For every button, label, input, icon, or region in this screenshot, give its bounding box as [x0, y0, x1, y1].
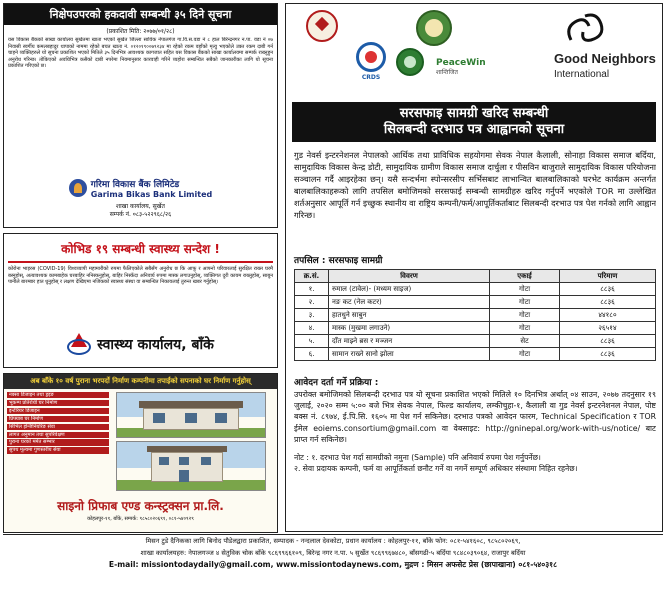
- partner-logos: [286, 4, 663, 100]
- col-header-sn: क्र.सं.: [295, 270, 329, 283]
- construction-company-address: कोहलपुर-११, बाँके, सम्पर्क: ९८५८०२०६९१, ०८१-५४०९२९: [87, 516, 194, 522]
- nepal-government-emblem-icon: [306, 10, 338, 42]
- service-item: प्रिफ्याब घर निर्माण: [7, 416, 109, 422]
- covid-notice-body: कोरोना भाइरस (COVID-19) विश्वव्यापी महामारीको रुपमा फैलिएकोले सबैसँग अनुरोध छ कि आफू र आफ्नो परिवारलाई सुरक्षित राख्न घरमै बस्नुहोस्, अत्यावश्यक कामबाहेक घरबाहिर ननिस्कनुहोस्, बाहिर निस्कँदा अनिवार्य रुपमा मास्क लगाउनुहोस्, व्यक्तिगत दुरी कायम राख्नुहोस्, साबुन पानीले बारम्बार हात धुनुहोस् र लक्षण देखिएमा नजिकको स्वास्थ्य संस्था वा सम्बन्धित निकायलाई तुरुन्त खबर गर्नुहोस्।: [8, 266, 273, 286]
- bank-notice-title: निक्षेपउपरको हकदावी सम्बन्धी ३५ दिने सूचना: [4, 4, 277, 25]
- notice-intro: गुड नेवर्स इन्टरनेशनल नेपालको आर्थिक तथा प्राविधिक सहयोगमा सेवक नेपाल कैलाली, सोनाहा विकास समाज बर्दिया, सामुदायिक विकास केन्द्र डोटी, सामुदायिक ग्रामीण विकास समाज दार्चुला र पीसविन बाजुराले सामुदायिक विकास परियोजना सञ्चालन गर्दै आइरहेका छन्। यसै सन्दर्भमा स्पोन्सरसीप सर्भिसबाट लाभान्वित बालबालिकाको घरभेट कार्यक्रम अन्तर्गत बालबालिकाहरूको लागि तपसिल बमोजिमको सरसफाई सम्बन्धी सामग्रीहरु खरिद गर्नुपर्ने भएकोले TOR मा उल्लेखित शर्तअनुसार आपूर्ति गर्न इच्छुक स्थानीय वा राष्ट्रिय कम्पनी/फर्म/आपूर्तिकर्ताबाट सिलबन्दी दरभाउ पत्र पेश गर्नको लागि आह्वान गरिन्छ।: [294, 150, 656, 220]
- procedure-title: आवेदन दर्ता गर्ने प्रक्रिया :: [294, 378, 379, 388]
- bank-logo-row: [4, 177, 277, 199]
- procurement-notice: [285, 3, 663, 532]
- service-item: सिभिल इन्जिनियरिङ सेवा: [7, 424, 109, 430]
- notice-title: सरसफाइ सामग्री खरिद सम्बन्धी सिलबन्दी दरभाउ पत्र आह्वानको सूचना: [292, 102, 656, 142]
- footer-contact-line: E-mail: missiontodaydaily@gmail.com, www.missiontodaynews.com, मुद्रण : मिसन अफसेट प्रेस (छापाखाना) ०८१-५४०३१८: [108, 560, 558, 569]
- covid-notice-title: कोभिड १९ सम्बन्धी स्वास्थ्य सन्देश !: [8, 236, 273, 263]
- crds-label: CRDS: [361, 74, 381, 81]
- construction-company-name: साइनो प्रिफाब एण्ड कन्स्ट्रक्सन प्रा.लि.: [57, 499, 224, 513]
- bank-contact: सम्पर्क नं. ०८३-५२२९६८/२६: [109, 211, 172, 218]
- service-item: लागत अनुमान तथा सुपरिवेक्षण: [7, 432, 109, 438]
- table-row: ४. मास्क (मुखमा लगाउने) गोटा २६५१४: [295, 322, 656, 335]
- note-item: २. सेवा प्रदायक कम्पनी, फर्म वा आपूर्तिकर्ता छनौट गर्ने वा नगर्ने सम्पूर्ण अधिकार संस्थामा निहित रहनेछ।: [294, 464, 578, 473]
- nepal-government-emblem-icon: [67, 333, 91, 355]
- table-row: २. नङ कट (नेल कटर) गोटा ८८३६: [295, 296, 656, 309]
- construction-services-list: [4, 389, 112, 493]
- house-photos: [112, 389, 277, 493]
- note-item: नोट : १. दरभाउ पेश गर्दा सामग्रीको नमुना (Sample) पनि अनिवार्य रुपमा पेश गर्नुपर्नेछ।: [294, 453, 541, 462]
- procedure-text: उपरोक्त बमोजिमको सिलबन्दी दरभाउ पत्र यो सूचना प्रकाशित भएको मितिले १० दिनभित्र अर्थात् ०४ साउन, २०७७ तदनुसार १९ जुलाई, २०२० सम्म ५:०० बजे भित्र सेवक नेपाल, फिल्ड कार्यालय, लम्कीचुहा-१, कैलाली वा गुड नेवर्स इन्टरनेशनल नेपाल, पोष्ट बक्स नं. ८९७४, ई.पि.सि. १६०५ मा पेश गर्न सकिनेछ। दरभाउ पत्रको आवेदन फारम, Technical Specification र TOR ईमेल eoiems.consortium@gmail.com वा वेबसाइट: http://gninepal.org/work-with-us/notice/ बाट प्राप्त गर्न सकिनेछ।: [294, 390, 656, 444]
- footer-publisher-line: मिसन टुडे दैनिकका लागि बिनोद पौडेलद्वारा प्रकाशित, सम्पादक - नन्दलाल देवकोटा, प्रधान कार्यालय : कोहलपुर-११, बाँके फोन: ०८१-५४१६०८, ९८५८०२०६९,: [145, 537, 521, 545]
- bank-name-nepali: गरिमा विकास बैंक लिमिटेड: [90, 180, 180, 190]
- table-row: ६. सामान राख्ने सानो झोला गोटा ८८३६: [295, 348, 656, 361]
- col-header-description: विवरण: [329, 270, 490, 283]
- crds-logo-icon: [356, 42, 386, 72]
- bank-notice-body: यस विकास बैंकको साखा कार्यालय सुर्खेतमा खाता भएको सुर्खेत जिल्ला साविक नेपालगंज गा.वि.स.वडा नं ८ हाल बिरेन्द्रनगर न.पा. वडा नं ०७ निवासी स्वर्गीय कमलबहादुर थापाको नाममा रहेको बचत खाता नं. ०१२०१९००७९२३४ मा रहेको रकम वहाँको मृत्यु भएकोले उक्त रकम दाबी गर्न चाहने व्यक्तिहरुले यो सूचना प्रकाशित भएको मितिले ३५ दिनभित्र आवश्यक कागजात सहित यस विकास बैंकको साखा कार्यालयमा सम्पर्क राख्नुहुन अनुरोध गरिन्छ। तोकिएको अवधिभित्र कसैको दाबी नपरेमा नियमानुसार कारवाही गरिने व्यहोरा सम्बन्धित सबैको जानकारीका लागि यो सूचना प्रकाशित गरिएको छ।: [8, 37, 273, 70]
- items-table: [294, 269, 656, 361]
- house-photo-2: [116, 441, 266, 491]
- health-office-name: स्वास्थ्य कार्यालय, बाँके: [97, 336, 214, 353]
- bank-office: शाखा कार्यालय, सुर्खेत: [116, 203, 165, 210]
- table-row: ३. हातधुने साबुन गोटा ४४१८०: [295, 309, 656, 322]
- notice-notes: [294, 452, 656, 474]
- footer-branches-line: शाखा कार्यालयहरु: नेपालगञ्ज ४ सेतुविक चोक बाँके ९८६९९६६१०९, बिरेन्द्र नगर न.पा. ५ सुर्खेत ९८६९९६७४८०, बाँसगढी-५ बर्दिया ९८४८०३९०६४, राजापुर बर्दिया: [140, 549, 526, 557]
- service-item: सुपथ मूल्यमा गुणस्तरीय सेवा: [7, 447, 109, 453]
- service-item: भूकम्प प्रतिरोधी घर निर्माण: [7, 400, 109, 406]
- construction-ad-header: अब बाँके १० वर्ष पुराना भरपर्दो निर्माण कम्पनीमा तपाईंको सपनाको घर निर्माण गर्नुहोस्: [4, 374, 277, 389]
- house-photo-1: [116, 392, 266, 438]
- bank-name-english: Garima Bikas Bank Limited: [90, 190, 213, 199]
- health-office-row: [4, 333, 277, 355]
- bank-notice-date: (प्रकाशित मिति: २०७७/०१/२८): [106, 28, 175, 35]
- good-neighbors-wordmark: Good Neighbors International: [554, 51, 656, 80]
- garima-bank-logo-icon: [69, 179, 87, 197]
- service-item: पुराना घरको मर्मत सम्भार: [7, 439, 109, 445]
- construction-ad: [3, 373, 278, 533]
- peacewin-logo-icon: [396, 48, 424, 76]
- table-row: १. रुमाल (टावेल)- (मध्यम साइज) गोटा ८८३६: [295, 283, 656, 296]
- items-heading: तपसिल : सरसफाइ सामग्री: [294, 256, 383, 266]
- good-neighbors-logo-icon: [561, 10, 609, 48]
- peacewin-label: PeaceWin शान्तिजित: [436, 58, 486, 76]
- service-item: नक्सा डिजाइन तथा ड्रइङ: [7, 392, 109, 398]
- col-header-unit: एकाई: [490, 270, 560, 283]
- service-item: इन्टेरियर डिजाइन: [7, 408, 109, 414]
- covid-health-notice: [3, 233, 278, 368]
- table-row: ५. दाँत माझ्ने ब्रस र मञ्जन सेट ८८३६: [295, 335, 656, 348]
- bank-deposit-notice: [3, 3, 278, 228]
- sewak-nepal-logo-icon: [416, 10, 452, 46]
- newspaper-footer: [3, 534, 663, 586]
- col-header-quantity: परिमाण: [560, 270, 656, 283]
